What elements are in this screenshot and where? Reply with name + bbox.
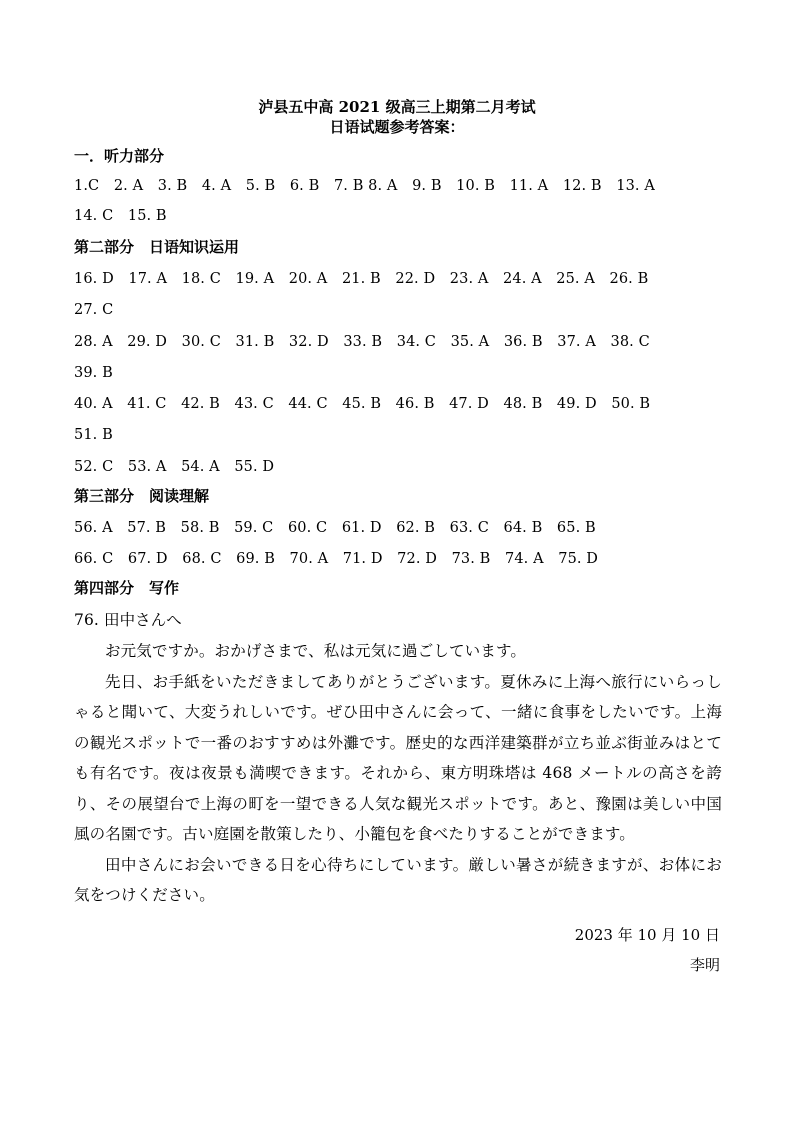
letter-date: 2023 年 10 月 10 日: [574, 926, 720, 944]
section-heading-reading: 第三部分 阅读理解: [74, 487, 210, 505]
answer-line: 16. D 17. A 18. C 19. A 20. A 21. B 22. D 23. A 24. A 25. A 26. B: [74, 271, 649, 287]
letter-signature: 李明: [689, 956, 720, 974]
answer-line: 14. C 15. B: [74, 208, 167, 224]
document-title: 泸县五中高 2021 级高三上期第二月考试: [258, 98, 536, 116]
section-heading-listening: 一．听力部分: [74, 147, 165, 165]
document-subtitle: 日语试题参考答案：: [329, 118, 465, 136]
answer-line: 40. A 41. C 42. B 43. C 44. C 45. B 46. B 47. D 48. B 49. D 50. B: [74, 396, 651, 412]
letter-paragraph: 先日、お手紙をいただきましてありがとうございます。夏休みに上海へ旅行にいらっしゃると聞いて、大変うれしいです。ぜひ田中さんに会って、一緒に食事をしたいです。上海の観光スポットで一番のおすすめは外灘です。歴史的な西洋建築群が立ち並ぶ街並みはとても有名です。夜は夜景も満喫できます。それから、東方明珠塔は 468 メートルの高さを誇り、その展望台で上海の町を一望できる人気な観光スポットです。あと、豫園は美しい中国風の名園です。古い庭園を散策したり、小籠包を食べたりすることができます。: [74, 673, 722, 844]
section-heading-knowledge: 第二部分 日语知识运用: [74, 238, 240, 256]
letter-paragraph: 田中さんにお会いできる日を心待ちにしています。厳しい暑さが続きますが、お体にお気をつけください。: [74, 856, 722, 905]
section-heading-writing: 第四部分 写作: [74, 579, 180, 597]
answer-line: 1.C 2. A 3. B 4. A 5. B 6. B 7. B 8. A 9. B 10. B 11. A 12. B 13. A: [74, 178, 655, 194]
answer-line: 39. B: [74, 365, 113, 381]
answer-line: 51. B: [74, 427, 113, 443]
answer-line: 52. C 53. A 54. A 55. D: [74, 459, 275, 475]
letter-paragraph: お元気ですか。おかげさまで、私は元気に過ごしています。: [105, 642, 527, 660]
letter-salutation: 76. 田中さんへ: [74, 611, 182, 629]
answer-line: 28. A 29. D 30. C 31. B 32. D 33. B 34. C 35. A 36. B 37. A 38. C: [74, 334, 650, 350]
answer-line: 56. A 57. B 58. B 59. C 60. C 61. D 62. B 63. C 64. B 65. B: [74, 520, 596, 536]
answer-line: 66. C 67. D 68. C 69. B 70. A 71. D 72. D 73. B 74. A 75. D: [74, 551, 599, 567]
answer-line: 27. C: [74, 302, 114, 318]
